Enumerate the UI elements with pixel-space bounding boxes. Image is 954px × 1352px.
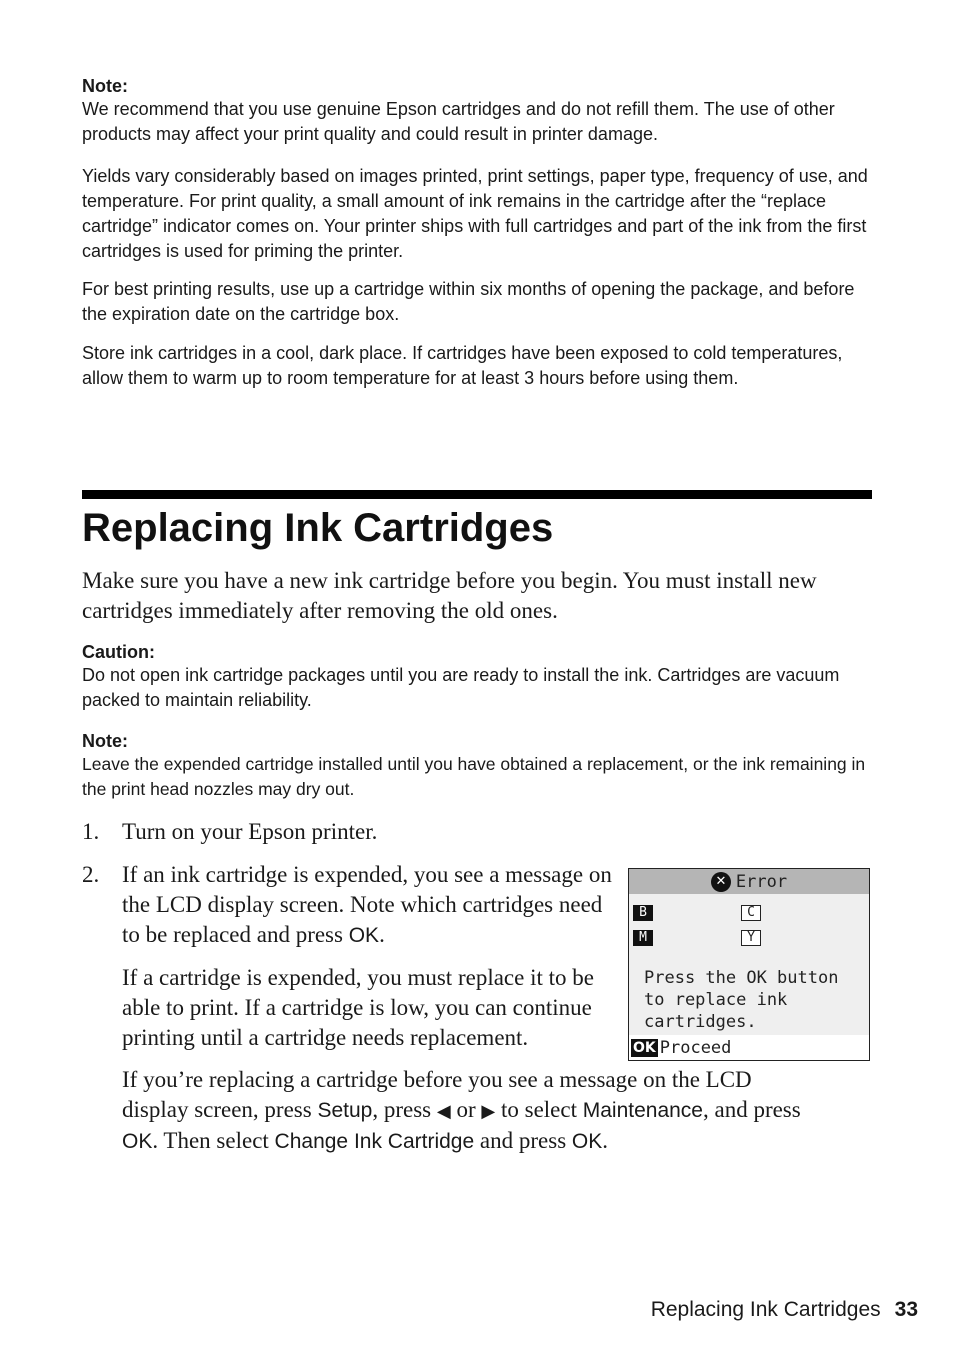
step-2-p3-g: . (602, 1128, 608, 1153)
page-number: 33 (894, 1298, 918, 1321)
error-x-icon: ✕ (711, 872, 731, 892)
cartridge-b-icon: B (633, 905, 653, 921)
step-2-p3-or: or (450, 1097, 482, 1122)
section-title: Replacing Ink Cartridges (82, 506, 554, 550)
ok-badge-icon: OK (633, 1039, 656, 1056)
caution-label: Caution: (82, 642, 155, 662)
paragraph-yields (82, 164, 872, 264)
change-ink-cartridge-label: Change Ink Cartridge (274, 1130, 475, 1153)
step-2-p3-c: to select (495, 1097, 583, 1122)
note-label: Note: (82, 76, 128, 96)
right-arrow-icon: ▶ (481, 1101, 496, 1121)
step-2-p3-d: , and press (702, 1097, 801, 1122)
paragraph-text: Yields vary considerably based on images printed, print settings, paper type, frequency of use, and temperature. For print quality, a small amount of ink remains in the cartridge after the “replace cartridge” indicator comes on. Your printer ships with full cartridges and part of the ink from the first cartridges is used for priming the printer. (82, 166, 868, 261)
step-2-paragraph-2: If a cartridge is expended, you must replace it to be able to print. If a cartridge is low, you can continue printing until a cartridge needs replacement. (122, 965, 594, 1050)
paragraph-text: Store ink cartridges in a cool, dark place. If cartridges have been exposed to cold temperatures, allow them to warm up to room temperature for at least 3 hours before using them. (82, 343, 843, 388)
paragraph-storage (82, 341, 872, 391)
cartridge-y-icon: Y (741, 930, 761, 946)
cartridge-c-icon: C (741, 905, 761, 921)
note-text: We recommend that you use genuine Epson cartridges and do not refill them. The use of other products may affect your print quality and could result in printer damage. (82, 99, 835, 144)
step-2-p3-e: . Then select (152, 1128, 275, 1153)
caution-text: Do not open ink cartridge packages until you are ready to install the ink. Cartridges are vacuum packed to maintain reliability. (82, 665, 840, 710)
step-2-text-a: If an ink cartridge is expended, you see a message on the LCD display screen. Note which cartridges need to be replaced and press (122, 862, 612, 947)
ok-button-label: OK (348, 924, 380, 947)
step-2-p3-b: , press (372, 1097, 437, 1122)
maintenance-menu-label: Maintenance (582, 1099, 703, 1122)
lcd-proceed-text: Proceed (659, 1037, 732, 1058)
lcd-header-text: Error (735, 871, 788, 892)
ok-button-label: OK (122, 1130, 153, 1153)
page-footer (651, 1296, 918, 1324)
step-2-text (122, 860, 612, 951)
step-1-text: Turn on your Epson printer. (122, 819, 378, 844)
note-label: Note: (82, 731, 128, 751)
left-arrow-icon: ◀ (436, 1101, 451, 1121)
step-2-p3-f: and press (474, 1128, 572, 1153)
lcd-footer (629, 1035, 869, 1060)
step-2-paragraph-3 (122, 1065, 822, 1157)
paragraph-text: For best printing results, use up a cartridge within six months of opening the package, and before the expiration date on the cartridge box. (82, 279, 855, 324)
section-rule (82, 490, 872, 499)
note-text: Leave the expended cartridge installed until you have obtained a replacement, or the ink remaining in the print head nozzles may dry out. (82, 754, 866, 799)
paragraph-best-results (82, 277, 872, 327)
lcd-message: Press the OK button to replace ink cartridges. (644, 968, 839, 1032)
cartridge-m-icon: M (633, 930, 653, 946)
section-intro (82, 566, 872, 626)
lcd-error-screen (628, 868, 870, 1061)
step-1-number: 1. (82, 819, 100, 844)
step-2-text-end: . (379, 922, 385, 947)
note-block (82, 75, 872, 147)
step-2-number: 2. (82, 862, 100, 887)
footer-section-title: Replacing Ink Cartridges (650, 1298, 881, 1321)
intro-text: Make sure you have a new ink cartridge before you begin. You must install new cartridges immediately after removing the old ones. (82, 568, 817, 623)
lcd-header (629, 869, 869, 894)
note2-block (82, 730, 872, 802)
ok-button-label: OK (571, 1130, 603, 1153)
caution-block (82, 641, 872, 713)
step-2-p3-a: If you’re replacing a cartridge before you see a message on the LCD display screen, press (122, 1067, 752, 1122)
setup-button-label: Setup (317, 1099, 373, 1122)
